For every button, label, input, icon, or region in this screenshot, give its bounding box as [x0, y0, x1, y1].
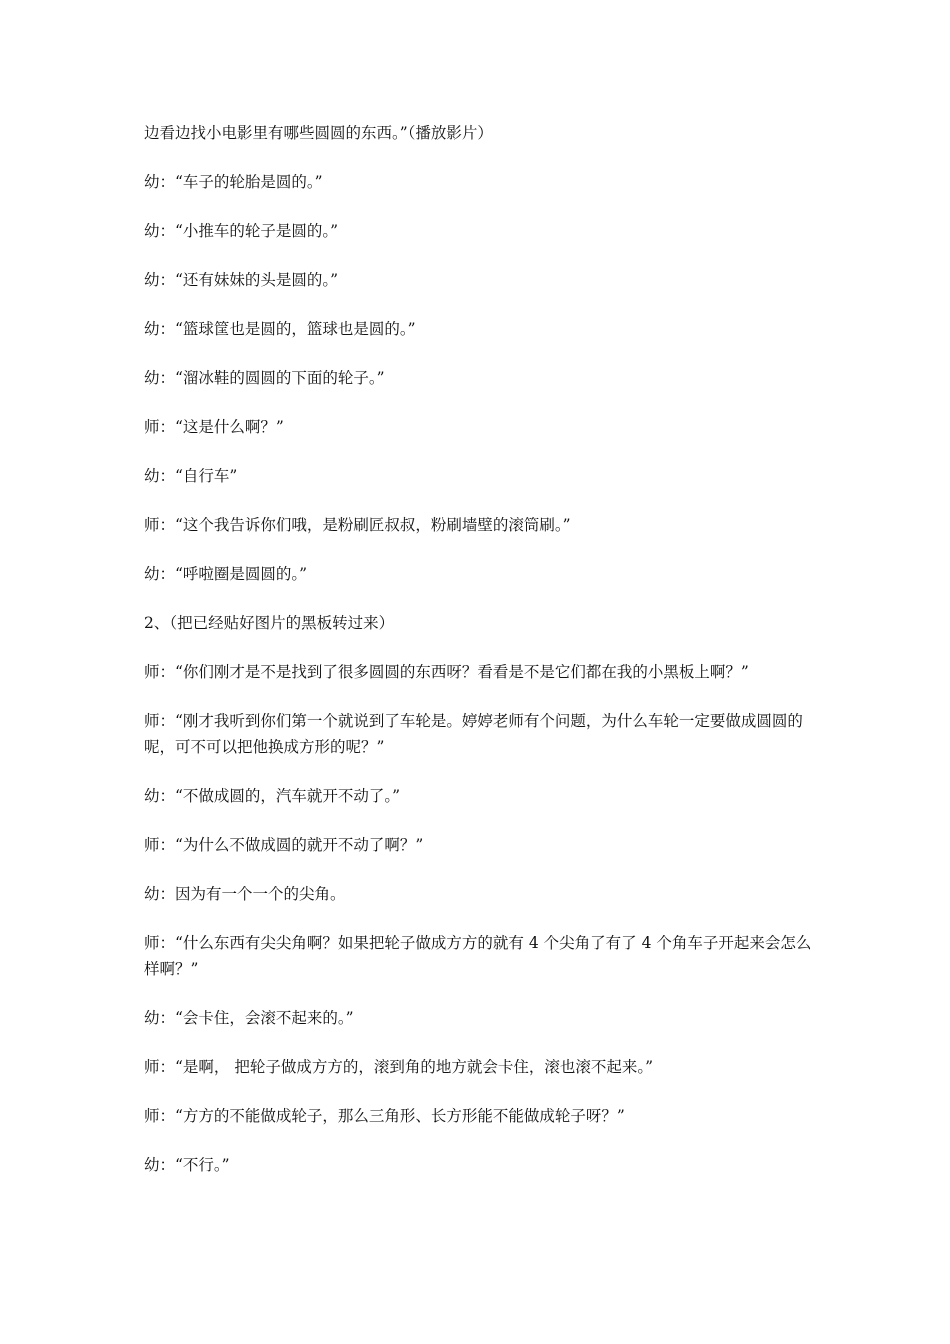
section-heading: 2、（把已经贴好图片的黑板转过来） — [144, 614, 395, 632]
paragraph: 师：“刚才我听到你们第一个就说到了车轮是。婷婷老师有个问题，为什么车轮一定要做成圆圆的呢，可不可以把他换成方形的呢？” — [144, 712, 803, 756]
paragraph: 幼：“篮球筐也是圆的，篮球也是圆的。” — [144, 320, 416, 338]
paragraph: 幼：“呼啦圈是圆圆的。” — [144, 565, 308, 583]
paragraph: 幼：“不行。” — [144, 1156, 230, 1174]
paragraph: 师：“是啊， 把轮子做成方方的，滚到角的地方就会卡住，滚也滚不起来。” — [144, 1058, 654, 1076]
paragraph: 师：“方方的不能做成轮子，那么三角形、长方形能不能做成轮子呀？” — [144, 1107, 625, 1125]
document-body — [144, 120, 812, 1201]
paragraph: 幼：“会卡住，会滚不起来的。” — [144, 1009, 354, 1027]
paragraph: 师：“这是什么啊？” — [144, 418, 284, 436]
paragraph: 幼：“溜冰鞋的圆圆的下面的轮子。” — [144, 369, 385, 387]
paragraph: 师：“你们刚才是不是找到了很多圆圆的东西呀？看看是不是它们都在我的小黑板上啊？” — [144, 663, 749, 681]
paragraph: 幼：“还有妹妹的头是圆的。” — [144, 271, 339, 289]
paragraph: 幼：“小推车的轮子是圆的。” — [144, 222, 339, 240]
paragraph: 幼：“车子的轮胎是圆的。” — [144, 173, 323, 191]
paragraph: 边看边找小电影里有哪些圆圆的东西。”（播放影片） — [144, 124, 493, 142]
paragraph: 师：“这个我告诉你们哦，是粉刷匠叔叔，粉刷墙壁的滚筒刷。” — [144, 516, 571, 534]
paragraph: 幼：“自行车” — [144, 467, 238, 485]
paragraph: 师：“什么东西有尖尖角啊？如果把轮子做成方方的就有 4 个尖角了有了 4 个角车子开起来会怎么样啊？” — [144, 934, 812, 978]
paragraph: 幼：因为有一个一个的尖角。 — [144, 885, 346, 903]
paragraph: 幼：“不做成圆的，汽车就开不动了。” — [144, 787, 401, 805]
paragraph: 师：“为什么不做成圆的就开不动了啊？” — [144, 836, 424, 854]
